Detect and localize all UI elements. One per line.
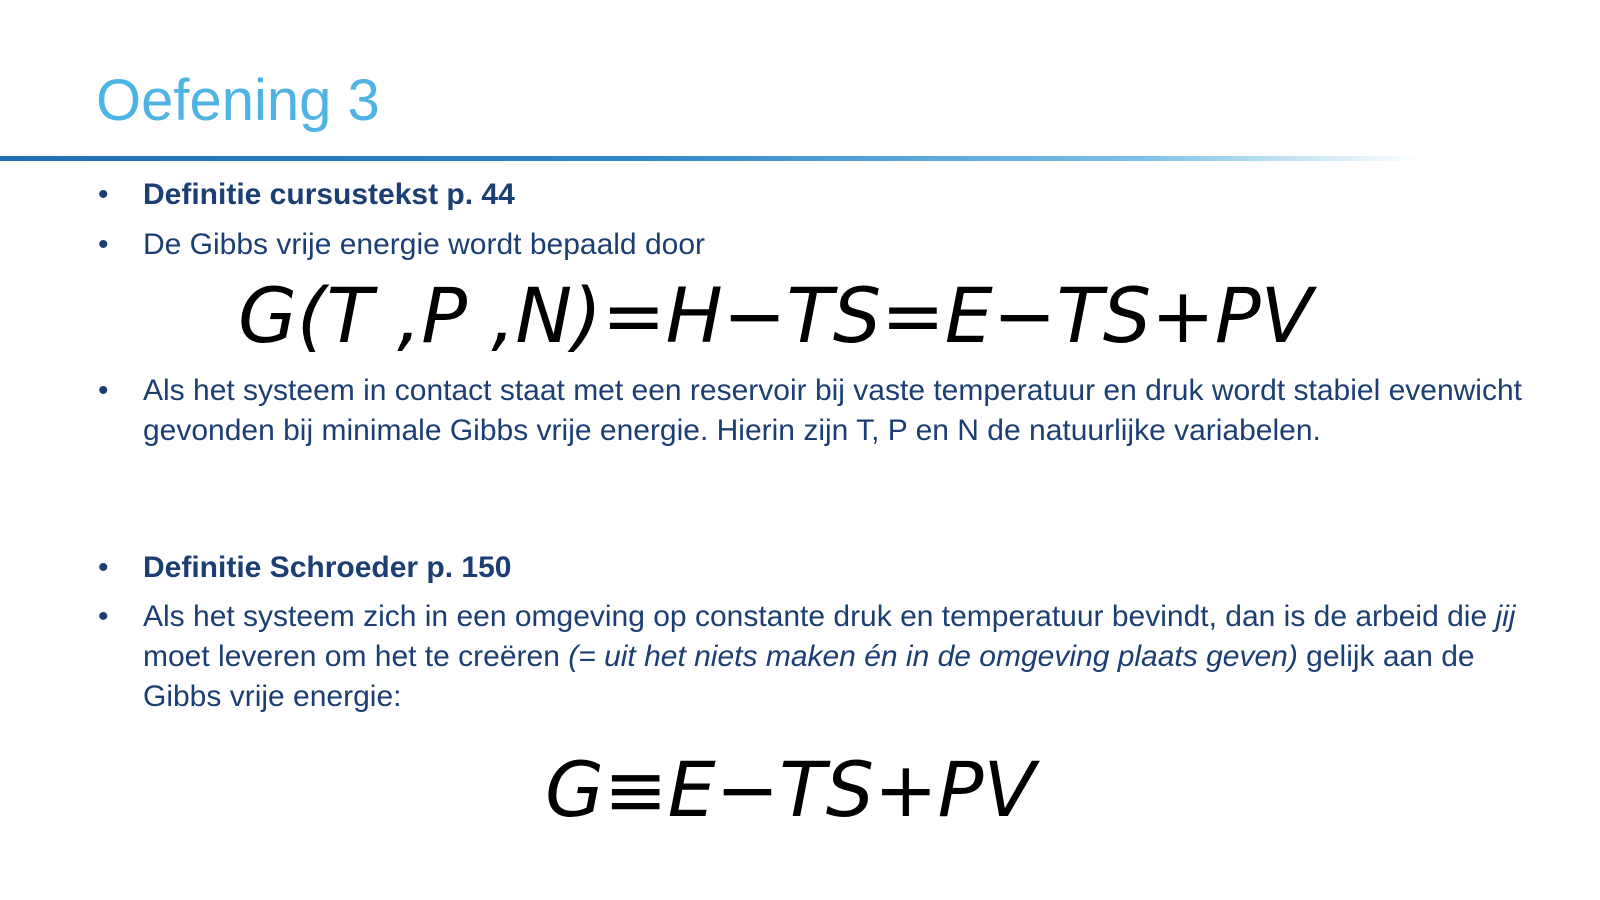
bullet-marker: • bbox=[98, 374, 109, 407]
schroeder-definition-text bbox=[143, 597, 1543, 717]
text-part: gelijk aan de Gibbs vrije energie: bbox=[143, 640, 1475, 713]
text-part: moet leveren om het te creëren bbox=[143, 640, 569, 673]
heading-schroeder: Definitie Schroeder p. 150 bbox=[143, 551, 512, 584]
bullet-marker: • bbox=[98, 600, 109, 633]
gibbs-equation-definition: G≡E−TS+PV bbox=[545, 745, 1036, 834]
text-part: Als het systeem zich in een omgeving op constante druk en temperatuur bevindt, dan is de arbeid die bbox=[143, 600, 1496, 633]
text-emphasis-jij: jij bbox=[1495, 600, 1516, 633]
gibbs-equation-full: G(T ,P ,N)=H−TS=E−TS+PV bbox=[238, 271, 1313, 360]
bullet-marker: • bbox=[98, 551, 109, 584]
bullet-marker: • bbox=[98, 178, 109, 211]
text-italic-note: (= uit het niets maken én in de omgeving plaats geven) bbox=[568, 640, 1298, 673]
bullet-marker: • bbox=[98, 228, 109, 261]
gibbs-intro-text: De Gibbs vrije energie wordt bepaald door bbox=[143, 228, 705, 261]
heading-cursustekst: Definitie cursustekst p. 44 bbox=[143, 178, 515, 211]
equilibrium-text: Als het systeem in contact staat met een reservoir bij vaste temperatuur en druk wordt stabiel evenwicht gevonden bij minimale Gibbs vrije energie. Hierin zijn T, P en N de natuurlijke variabelen. bbox=[143, 374, 1522, 447]
slide-title: Oefening 3 bbox=[96, 68, 380, 133]
title-divider bbox=[0, 156, 1420, 161]
